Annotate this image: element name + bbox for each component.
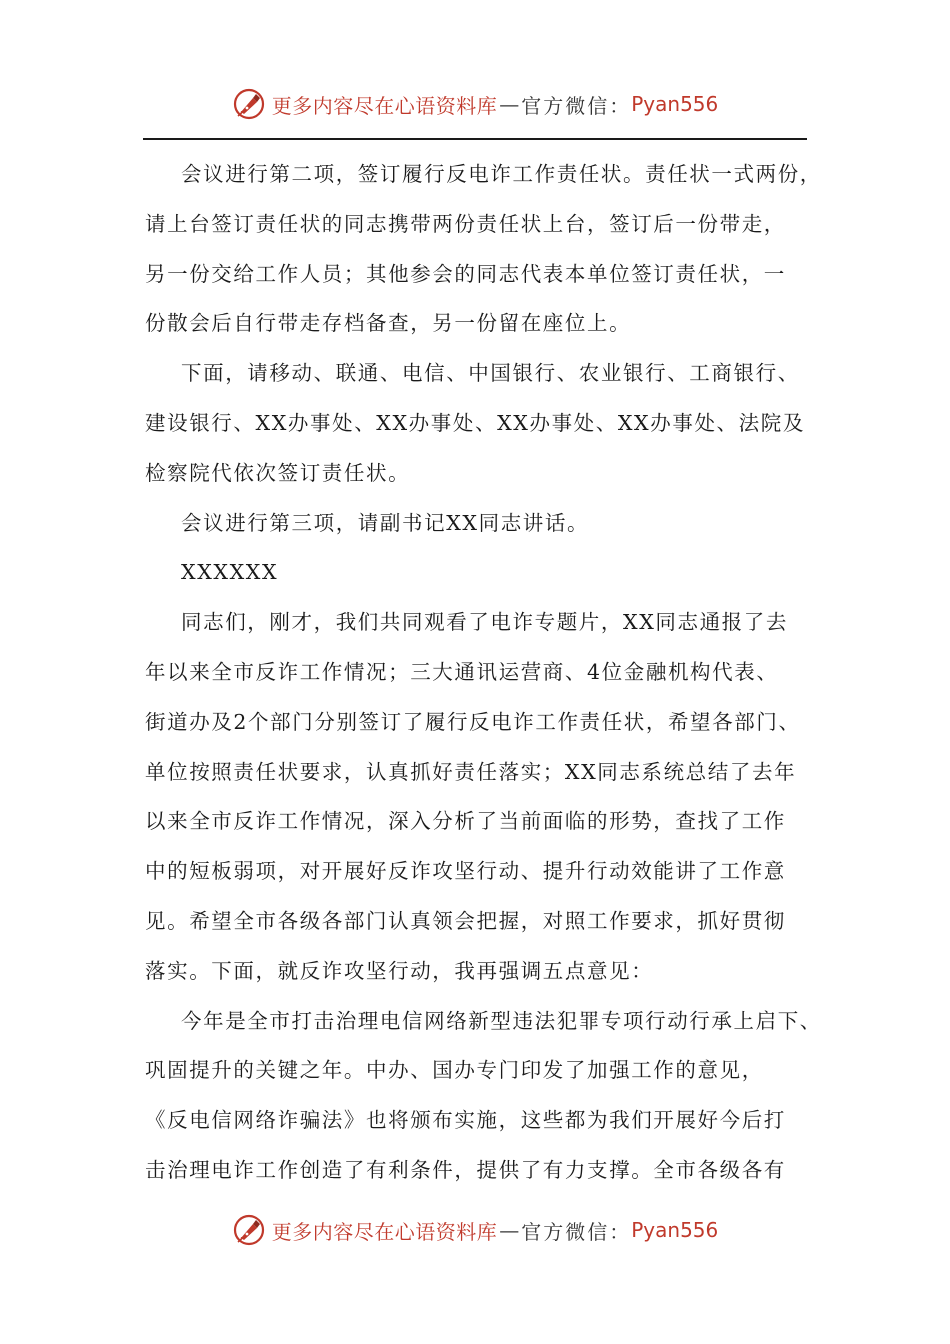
text-line: 击治理电诈工作创造了有利条件，提供了有力支撑。全市各级各有	[145, 1157, 786, 1182]
text-line: 会议进行第二项，签订履行反电诈工作责任状。责任状一式两份，	[181, 162, 822, 186]
text-line: 份散会后自行带走存档备查，另一份留在座位上。	[145, 311, 632, 336]
text-line: 街道办及2个部门分别签订了履行反电诈工作责任状，希望各部门、	[145, 709, 801, 734]
footer-wechat-id: Pyan556	[631, 1218, 719, 1242]
text-line: 《反电信网络诈骗法》也将颁布实施，这些都为我们开展好今后打	[145, 1108, 786, 1133]
paragraph	[145, 349, 825, 498]
text-line: 见。希望全市各级各部门认真领会把握，对照工作要求，抓好贯彻	[145, 908, 786, 933]
text-line: 年以来全市反诈工作情况；三大通讯运营商、4位金融机构代表、	[145, 659, 779, 684]
paragraph	[145, 548, 825, 598]
text-line: 同志们，刚才，我们共同观看了电诈专题片，XX同志通报了去	[181, 610, 788, 635]
paragraph	[145, 499, 825, 549]
pen-nib-logo-icon	[232, 87, 266, 121]
footer-brand-text: 更多内容尽在心语资料库	[271, 1219, 498, 1244]
paragraph	[145, 598, 825, 996]
text-line: 中的短板弱项，对开展好反诈攻坚行动、提升行动效能讲了工作意	[145, 859, 786, 884]
text-line: 单位按照责任状要求，认真抓好责任落实；XX同志系统总结了去年	[145, 759, 797, 784]
text-line: 检察院代依次签订责任状。	[145, 460, 411, 485]
footer-banner	[0, 1208, 950, 1252]
text-line: 建设银行、XX办事处、XX办事处、XX办事处、XX办事处、法院及	[145, 410, 805, 435]
header-wechat-label: 官方微信：	[521, 93, 632, 118]
header-separator: —	[499, 92, 520, 116]
text-line: 落实。下面，就反诈攻坚行动，我再强调五点意见：	[145, 958, 654, 983]
text-line: 另一份交给工作人员；其他参会的同志代表本单位签订责任状，一	[145, 261, 786, 286]
header-banner	[0, 82, 950, 126]
pen-nib-logo-icon	[232, 1213, 266, 1247]
header-divider	[143, 138, 807, 140]
text-line: 以来全市反诈工作情况，深入分析了当前面临的形势，查找了工作	[145, 809, 786, 834]
text-line: 请上台签订责任状的同志携带两份责任状上台，签订后一份带走，	[145, 211, 786, 236]
header-wechat-id: Pyan556	[631, 92, 719, 116]
text-line: 会议进行第三项，请副书记XX同志讲话。	[181, 510, 590, 535]
document-body	[145, 150, 825, 1196]
paragraph	[145, 997, 825, 1196]
paragraph	[145, 150, 825, 349]
header-brand-text: 更多内容尽在心语资料库	[271, 93, 498, 118]
text-line: 巩固提升的关键之年。中办、国办专门印发了加强工作的意见，	[145, 1058, 764, 1083]
text-line: XXXXXX	[181, 560, 279, 585]
text-line: 今年是全市打击治理电信网络新型违法犯罪专项行动行承上启下、	[181, 1008, 822, 1033]
footer-separator: —	[499, 1218, 520, 1242]
text-line: 下面，请移动、联通、电信、中国银行、农业银行、工商银行、	[181, 361, 800, 386]
footer-wechat-label: 官方微信：	[521, 1219, 632, 1244]
